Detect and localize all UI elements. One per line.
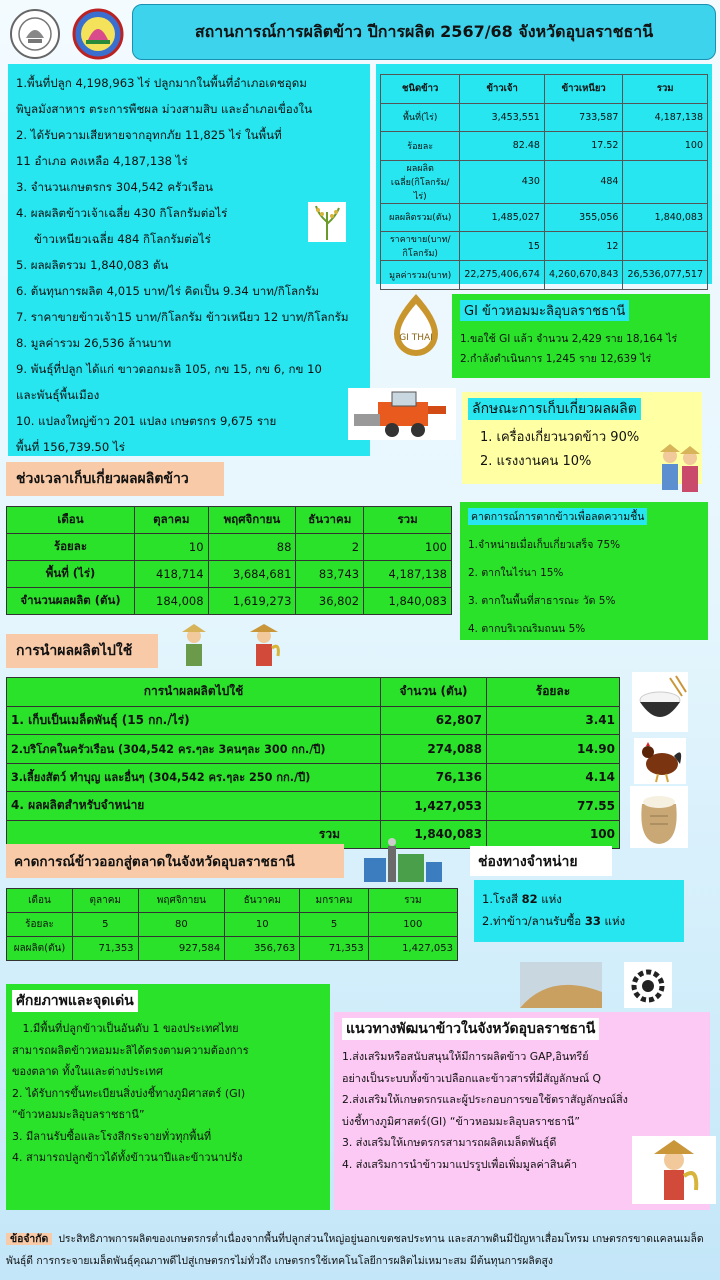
table-cell: 274,088 (381, 735, 487, 764)
table-cell: 14.90 (487, 735, 620, 764)
potential-line: “ข้าวหอมมะลิอุบลราชธานี” (12, 1108, 145, 1121)
channel-label: 1.โรงสี (482, 892, 522, 906)
gi-logo-text: GI THAI (399, 333, 433, 343)
summary-line: 10. แปลงใหญ่ข้าว 201 แปลง เกษตรกร 9,675 ราย (16, 414, 277, 428)
table-cell: 10 (135, 534, 209, 561)
rice-stat-panel (376, 64, 712, 284)
table-cell: 3.เลี้ยงสัตว์ ทำบุญ และอื่นๆ (304,542 คร.ๆละ 250 กก./ปี) (7, 763, 381, 792)
table-header-cell: พฤศจิกายน (208, 507, 296, 534)
table-cell: 36,802 (296, 588, 364, 615)
table-cell: 184,008 (135, 588, 209, 615)
table-header-cell: การนำผลผลิตไปใช้ (7, 678, 381, 707)
table-row (7, 735, 620, 764)
sales-channel-item (482, 888, 676, 910)
development-line: 4. ส่งเสริมการนำข้าวมาแปรรูปเพื่อเพิ่มมูลค่าสินค้า (342, 1157, 578, 1171)
table-header-cell: ตุลาคม (73, 889, 139, 913)
table-cell: 2.บริโภคในครัวเรือน (304,542 คร.ๆละ 3คนๆละ 300 กก./ปี) (7, 735, 381, 764)
table-cell: 733,587 (544, 103, 623, 132)
table-row (7, 763, 620, 792)
channel-label: 2.ท่าข้าว/ลานรับซื้อ (482, 914, 585, 928)
potential-line: 4. สามารถปลูกข้าวได้ทั้งข้าวนาปีและข้าวนาปรัง (12, 1151, 243, 1164)
table-cell: 1,840,083 (364, 588, 452, 615)
table-cell: 355,056 (544, 203, 623, 232)
development-line: 2.ส่งเสริมให้เกษตรกรและผู้ประกอบการขอใช้ตราสัญลักษณ์สิ่ง (342, 1093, 628, 1106)
potential-line: 1.มีพื้นที่ปลูกข้าวเป็นอันดับ 1 ของประเทศไทย (12, 1022, 239, 1035)
table-header-cell: ข้าวเจ้า (460, 75, 545, 104)
table-cell: 356,763 (225, 937, 300, 961)
table-cell: 2 (296, 534, 364, 561)
table-cell: 82.48 (460, 132, 545, 161)
development-line: 1.ส่งเสริมหรือสนับสนุนให้มีการผลิตข้าว GAP,อินทรีย์ (342, 1050, 589, 1063)
summary-line: 3. จำนวนเกษตรกร 304,542 ครัวเรือน (16, 180, 213, 194)
sales-channel-panel (474, 880, 684, 942)
table-header-cell: ข้าวเหนียว (544, 75, 623, 104)
table-cell: 100 (364, 534, 452, 561)
table-cell: 22,275,406,674 (460, 261, 545, 290)
table-cell: 100 (623, 132, 708, 161)
summary-line: 6. ต้นทุนการผลิต 4,015 บาท/ไร่ คิดเป็น 9.34 บาท/กิโลกรัม (16, 284, 320, 298)
table-header-row (7, 889, 458, 913)
summary-line: 11 อำเภอ คงเหลือ 4,187,138 ไร่ (16, 154, 188, 168)
drying-item: 2. ตากในไร่นา 15% (468, 567, 564, 579)
development-line: อย่างเป็นระบบทั้งข้าวเปลือกและข้าวสารที่มีสัญลักษณ์ Q (342, 1071, 602, 1085)
table-row (381, 103, 708, 132)
gear-logo (624, 962, 672, 1008)
table-row (381, 132, 708, 161)
table-cell: 418,714 (135, 561, 209, 588)
sales-channel-title: ช่องทางจำหน่าย (470, 846, 612, 876)
table-cell: 1,840,083 (623, 203, 708, 232)
development-title: แนวทางพัฒนาข้าวในจังหวัดอุบลราชธานี (342, 1018, 599, 1040)
province-seal-logo (72, 8, 124, 60)
table-header-row (7, 507, 452, 534)
potential-title: ศักยภาพและจุดเด่น (12, 990, 138, 1012)
table-cell: 76,136 (381, 763, 487, 792)
table-header-row (7, 678, 620, 707)
channel-unit: แห่ง (537, 892, 562, 906)
table-cell: 5 (300, 913, 368, 937)
table-cell: พื้นที่(ไร่) (381, 103, 460, 132)
table-cell: 100 (487, 820, 620, 849)
potential-line: สามารถผลิตข้าวหอมมะลิได้ตรงตามความต้องการ (12, 1043, 249, 1057)
drying-item: 4. ตากบริเวณริมถนน 5% (468, 623, 586, 635)
drying-forecast-panel (460, 502, 708, 640)
table-cell: 4,260,670,843 (544, 261, 623, 290)
table-cell: ร้อยละ (381, 132, 460, 161)
table-header-cell: ธันวาคม (296, 507, 364, 534)
table-cell: ผลผลิต(ตัน) (7, 937, 73, 961)
drying-item: 3. ตากในพื้นที่สาธารณะ วัด 5% (468, 595, 616, 607)
market-forecast-title: คาดการณ์ข้าวออกสู่ตลาดในจังหวัดอุบลราชธานี (6, 844, 344, 878)
sales-channel-item (482, 910, 676, 932)
farmer-image (176, 622, 212, 670)
table-header-cell: มกราคม (300, 889, 368, 913)
gi-title: GI ข้าวหอมมะลิอุบลราชธานี (460, 300, 629, 321)
table-cell: ร้อยละ (7, 534, 135, 561)
table-cell: 1,619,273 (208, 588, 296, 615)
table-cell: ร้อยละ (7, 913, 73, 937)
summary-line: 9. พันธุ์ที่ปลูก ได้แก่ ขาวดอกมะลิ 105, กข 15, กข 6, กข 10 (16, 362, 322, 376)
table-cell: 927,584 (138, 937, 225, 961)
table-cell: 12 (544, 232, 623, 261)
summary-line: พื้นที่ 156,739.50 ไร่ (16, 440, 126, 454)
table-cell: 4,187,138 (364, 561, 452, 588)
summary-line: 5. ผลผลิตรวม 1,840,083 ตัน (16, 258, 169, 272)
table-header-cell: รวม (368, 889, 457, 913)
farmer-girl-image (244, 622, 284, 670)
table-cell: 5 (73, 913, 139, 937)
table-cell: 1. เก็บเป็นเมล็ดพันธุ์ (15 กก./ไร่) (7, 706, 381, 735)
rice-mill-image (358, 836, 446, 886)
table-cell: 83,743 (296, 561, 364, 588)
rice-plant-icon (308, 202, 346, 242)
table-cell: 80 (138, 913, 225, 937)
table-cell: 1,840,083 (381, 820, 487, 849)
table-cell: 484 (544, 160, 623, 203)
potential-line: 3. มีลานรับซื้อและโรงสีกระจายทั่วทุกพื้นที่ (12, 1129, 212, 1143)
summary-line: 4. ผลผลิตข้าวเจ้าเฉลี่ย 430 กิโลกรัมต่อไร่ (16, 206, 228, 220)
table-header-cell: จำนวน (ตัน) (381, 678, 487, 707)
summary-line: ข้าวเหนียวเฉลี่ย 484 กิโลกรัมต่อไร่ (34, 232, 211, 246)
summary-panel (8, 64, 370, 456)
table-cell: 71,353 (300, 937, 368, 961)
summary-line: 7. ราคาขายข้าวเจ้า15 บาท/กิโลกรัม ข้าวเหนียว 12 บาท/กิโลกรัม (16, 310, 349, 324)
table-row (7, 937, 458, 961)
table-cell: 1,427,053 (368, 937, 457, 961)
development-line: บ่งชี้ทางภูมิศาสตร์(GI) “ข้าวหอมมะลิอุบลราชธานี” (342, 1114, 580, 1128)
channel-count: 82 (521, 892, 538, 906)
table-header-cell: พฤศจิกายน (138, 889, 225, 913)
table-cell: 3,453,551 (460, 103, 545, 132)
table-cell: 62,807 (381, 706, 487, 735)
table-row (7, 561, 452, 588)
gi-thai-logo (386, 292, 446, 358)
gi-line: 1.ขอใช้ GI แล้ว จำนวน 2,429 ราย 18,164 ไร่ (460, 333, 678, 345)
table-header-cell: ร้อยละ (487, 678, 620, 707)
potential-line: ของตลาด ทั้งในและต่างประเทศ (12, 1065, 163, 1078)
channel-unit: แห่ง (600, 914, 626, 928)
table-cell: ราคาขาย(บาท/กิโลกรัม) (381, 232, 460, 261)
table-cell: 4.14 (487, 763, 620, 792)
table-row (7, 706, 620, 735)
table-cell: 17.52 (544, 132, 623, 161)
farmer-couple-image (652, 440, 708, 500)
table-row (381, 203, 708, 232)
table-cell: จำนวนผลผลิต (ตัน) (7, 588, 135, 615)
limitation-note (4, 1226, 716, 1278)
table-cell: มูลค่ารวม(บาท) (381, 261, 460, 290)
usage-table (6, 677, 620, 849)
table-cell: 10 (225, 913, 300, 937)
summary-line: และพันธุ์พื้นเมือง (16, 388, 100, 402)
table-header-cell: ตุลาคม (135, 507, 209, 534)
table-cell: 4,187,138 (623, 103, 708, 132)
page-title: สถานการณ์การผลิตข้าว ปีการผลิต 2567/68 จังหวัดอุบลราชธานี (132, 4, 716, 60)
table-row (7, 913, 458, 937)
harvest-method-item: 2. แรงงานคน 10% (480, 454, 592, 469)
table-cell: 3.41 (487, 706, 620, 735)
table-cell: 100 (368, 913, 457, 937)
rice-stat-table (380, 74, 708, 290)
market-forecast-table (6, 888, 458, 961)
table-cell: พื้นที่ (ไร่) (7, 561, 135, 588)
gi-line: 2.กำลังดำเนินการ 1,245 ราย 12,639 ไร่ (460, 353, 652, 365)
table-cell: 4. ผลผลิตสำหรับจำหน่าย (7, 792, 381, 821)
summary-line: พิบูลมังสาหาร ตระการพืชผล ม่วงสามสิบ และอำเภอเขื่องใน (16, 102, 313, 116)
chicken-image (634, 738, 686, 784)
table-cell: 430 (460, 160, 545, 203)
summary-line: 2. ได้รับความเสียหายจากอุทกภัย 11,825 ไร่ ในพื้นที่ (16, 128, 282, 142)
rice-bowl-image (632, 672, 688, 732)
drying-forecast-title: คาดการณ์การตากข้าวเพื่อลดความชื้น (468, 508, 647, 525)
usage-title: การนำผลผลิตไปใช้ (6, 634, 158, 668)
harvest-method-item: 1. เครื่องเกี่ยวนวดข้าว 90% (480, 430, 640, 445)
summary-line: 1.พื้นที่ปลูก 4,198,963 ไร่ ปลูกมากในพื้นที่อำเภอเดชอุดม (16, 76, 307, 90)
gi-panel (452, 294, 710, 378)
table-row (7, 588, 452, 615)
table-cell: 88 (208, 534, 296, 561)
table-header-cell: เดือน (7, 889, 73, 913)
table-header-cell: เดือน (7, 507, 135, 534)
table-cell: 15 (460, 232, 545, 261)
table-cell: 71,353 (73, 937, 139, 961)
table-cell: 1,485,027 (460, 203, 545, 232)
table-row (7, 534, 452, 561)
rice-pile-image (520, 962, 602, 1008)
table-header-cell: ธันวาคม (225, 889, 300, 913)
potential-line: 2. ได้รับการขึ้นทะเบียนสิ่งบ่งชี้ทางภูมิศาสตร์ (GI) (12, 1086, 246, 1100)
table-row (381, 160, 708, 203)
table-cell: ผลผลิตเฉลี่ย(กิโลกรัม/ไร่) (381, 160, 460, 203)
table-cell (623, 232, 708, 261)
table-cell: รวม (7, 820, 381, 849)
table-cell: 1,427,053 (381, 792, 487, 821)
table-cell: ผลผลิตรวม(ตัน) (381, 203, 460, 232)
development-line: 3. ส่งเสริมให้เกษตรกรสามารถผลิตเมล็ดพันธุ์ดี (342, 1136, 557, 1149)
table-cell (623, 160, 708, 203)
table-row (381, 261, 708, 290)
drying-item: 1.จำหน่ายเมื่อเก็บเกี่ยวเสร็จ 75% (468, 539, 621, 551)
rice-sack-image (630, 786, 688, 848)
table-row (381, 232, 708, 261)
table-header-row (381, 75, 708, 104)
harvest-period-title: ช่วงเวลาเก็บเกี่ยวผลผลิตข้าว (6, 462, 224, 496)
table-cell: 77.55 (487, 792, 620, 821)
ministry-seal-logo (6, 8, 64, 60)
combine-harvester-image (348, 388, 456, 440)
table-header-cell: รวม (623, 75, 708, 104)
farmer-girl-image (632, 1136, 716, 1204)
table-row (7, 792, 620, 821)
channel-count: 33 (584, 914, 601, 928)
summary-line: 8. มูลค่ารวม 26,536 ล้านบาท (16, 336, 172, 350)
limitation-text: ประสิทธิภาพการผลิตของเกษตรกรต่ำเนื่องจากพื้นที่ปลูกส่วนใหญ่อยู่นอกเขตชลประทาน และสภาพดินมีปัญหาเสื่อมโทรม เกษตรกรขาดแคลนเมล็ดพันธุ์ดี การกระจายเมล็ดพันธุ์คุณภาพดีไปสู่เกษตรกรไม่ทั่วถึง เกษตรกรใช้เทคโนโลยีการผลิตไม่เหมาะสม มีต้นทุนการผลิตสูง (6, 1233, 704, 1267)
table-header-cell: รวม (364, 507, 452, 534)
table-cell: 3,684,681 (208, 561, 296, 588)
table-cell: 26,536,077,517 (623, 261, 708, 290)
potential-panel (6, 984, 330, 1210)
harvest-method-title: ลักษณะการเก็บเกี่ยวผลผลิต (468, 398, 641, 420)
harvest-period-table (6, 506, 452, 615)
limitation-label: ข้อจำกัด (6, 1233, 52, 1245)
table-header-cell: ชนิดข้าว (381, 75, 460, 104)
